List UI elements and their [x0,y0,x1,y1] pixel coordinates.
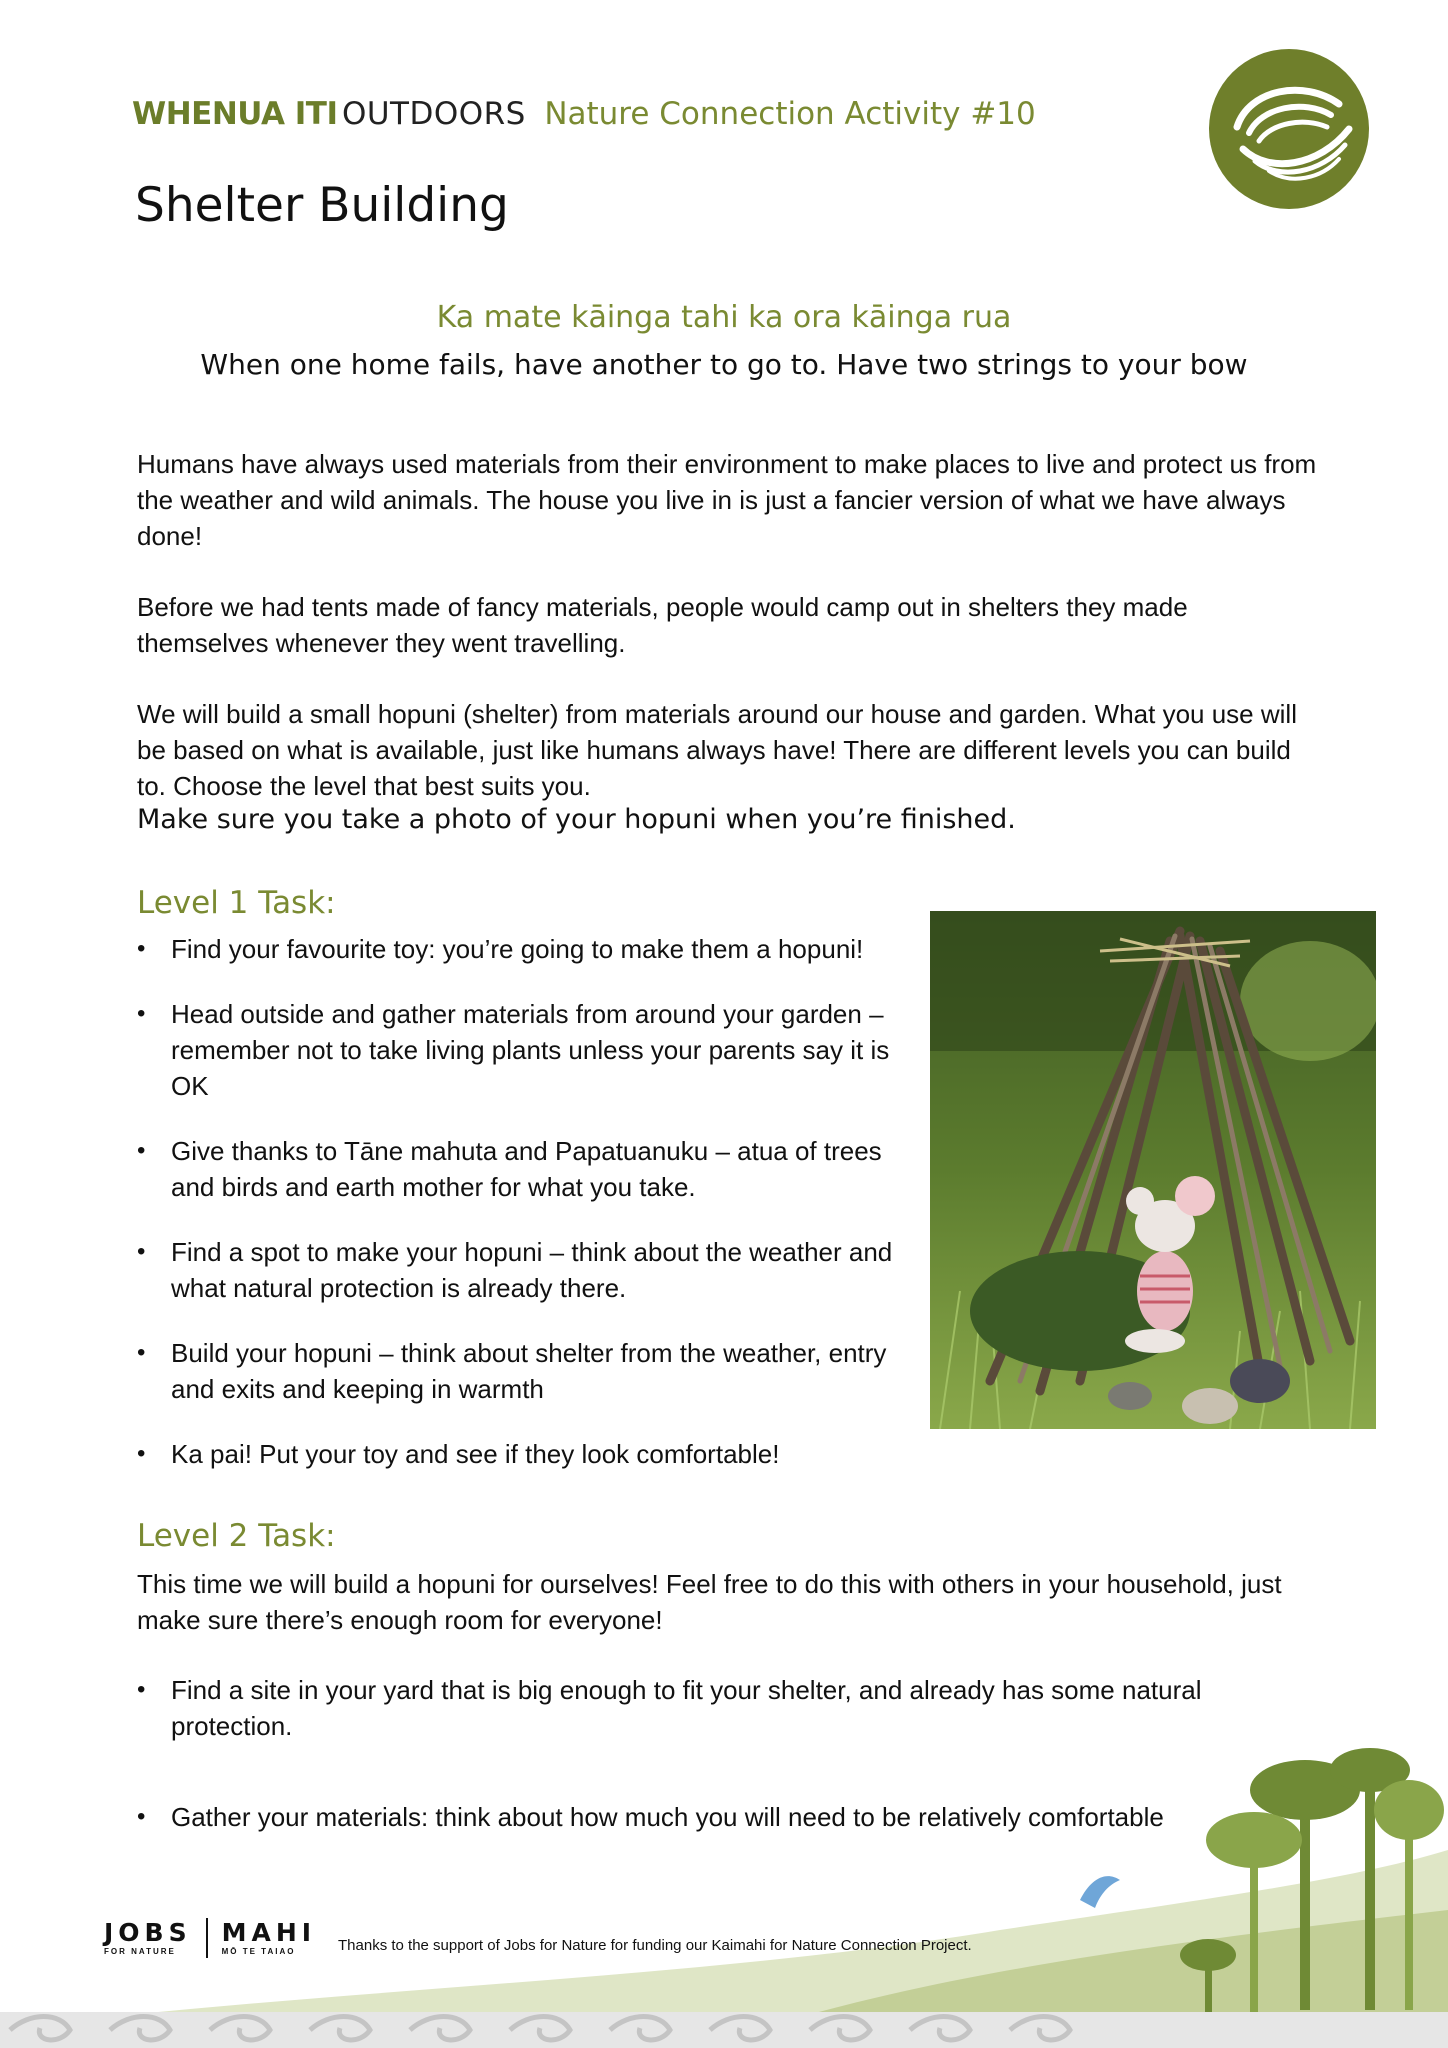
logo-jobs-word: JOBS [104,1918,192,1947]
intro-paragraph-1: Humans have always used materials from their environment to make places to live and protect us from the weather and wild animals. The house you live in is just a fancier version of what we have always done! [137,449,1317,551]
intro-paragraph-3: We will build a small hopuni (shelter) from materials around our house and garden. What you use will be based on what is available, just like humans always have! There are different levels you can build to. Choose the level that best suits you. [137,699,1297,801]
proverb-maori: Ka mate kāinga tahi ka ora kāinga rua [436,300,1012,335]
level1-list [137,931,907,1472]
logo-mahi-small: MŌ TE TAIAO [221,1947,296,1956]
list-item: • Ka pai! Put your toy and see if they look comfortable! [137,1436,907,1472]
list-item: • Gather your materials: think about how much you will need to be relatively comfortable [137,1799,1297,1835]
photo-reminder: Make sure you take a photo of your hopuni when you’re finished. [137,804,1016,835]
brand-name-light: OUTDOORS [341,96,526,132]
list-item: • Find a spot to make your hopuni – think about the weather and what natural protection is already there. [137,1234,907,1306]
activity-label: Nature Connection Activity #10 [544,96,1036,132]
logo-mahi-word: MAHI [221,1918,317,1947]
level2-intro: This time we will build a hopuni for ourselves! Feel free to do this with others in your household, just make sure there’s enough room for everyone! [137,1569,1282,1635]
list-item: • Build your hopuni – think about shelter from the weather, entry and exits and keeping in warmth [137,1335,907,1407]
list-item: • Find your favourite toy: you’re going to make them a hopuni! [137,931,907,967]
toy-shelter-photo [930,911,1376,1429]
jobs-for-nature-logo [104,1918,316,1958]
logo-divider [206,1918,208,1958]
list-item: • Find a site in your yard that is big enough to fit your shelter, and already has some natural protection. [137,1672,1297,1744]
level1-heading: Level 1 Task: [137,885,336,921]
proverb-english: When one home fails, have another to go to. Have two strings to your bow [200,348,1248,381]
logo-jobs-small: FOR NATURE [104,1947,176,1956]
brand-header [132,96,1036,132]
list-item: • Give thanks to Tāne mahuta and Papatuanuku – atua of trees and birds and earth mother for what you take. [137,1133,907,1205]
list-item: • Head outside and gather materials from around your garden – remember not to take living plants unless your parents say it is OK [137,996,907,1104]
brand-name-strong: WHENUA ITI [132,96,338,132]
level2-heading: Level 2 Task: [137,1518,336,1554]
intro-paragraph-2: Before we had tents made of fancy materials, people would camp out in shelters they made themselves whenever they went travelling. [137,592,1188,658]
page-title: Shelter Building [135,178,509,233]
footer-thanks: Thanks to the support of Jobs for Nature for funding our Kaimahi for Nature Connection Project. [338,1937,972,1954]
wave-logo-icon [1209,49,1369,209]
landscape-illustration [0,1730,1448,2048]
